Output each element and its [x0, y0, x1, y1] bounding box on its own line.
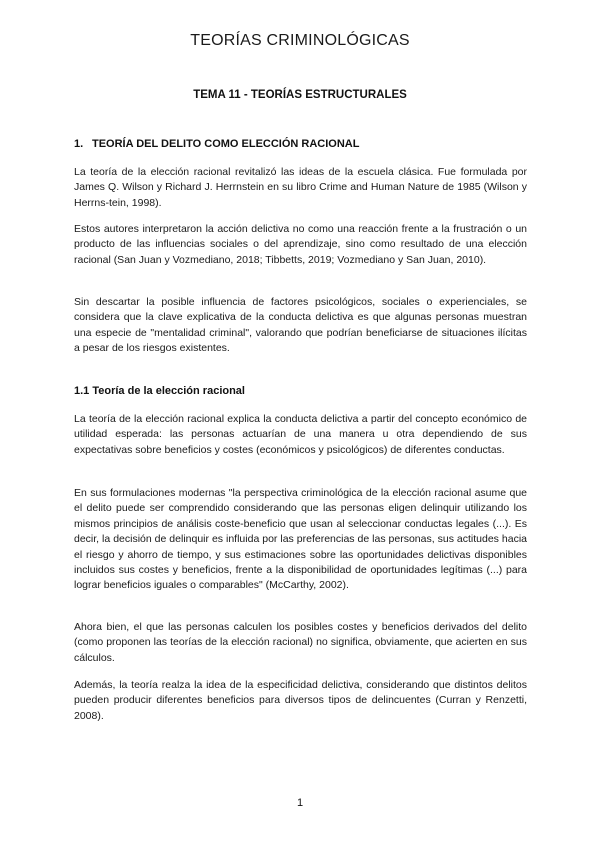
- section-title: TEORÍA DEL DELITO COMO ELECCIÓN RACIONAL: [92, 138, 360, 150]
- document-title: TEORÍAS CRIMINOLÓGICAS: [190, 32, 410, 49]
- paragraph-intro-3: Sin descartar la posible influencia de factores psicológicos, sociales o experienciales, se considera que la clave explicativa de la conducta delictiva es que algunas personas muestran una especie de "mentalidad criminal", valorando que podrían beneficiarse de situaciones ilícitas a pesar de los riesgos existentes.: [74, 296, 527, 355]
- page-number: 1: [296, 797, 304, 809]
- paragraph-sub-1: La teoría de la elección racional explica la conducta delictiva a partir del concepto económico de utilidad esperada: las personas actuarían de una manera u otra dependiendo de sus expectativas sobre beneficios y costes (económicos y psicológicos) de diferentes conductas.: [74, 413, 527, 456]
- paragraph-intro-1: La teoría de la elección racional revitalizó las ideas de la escuela clásica. Fue formulada por James Q. Wilson y Richard J. Herrnstein en su libro Crime and Human Nature de 1985 (Wilson y Herrns-tein, 1998).: [74, 166, 527, 209]
- tema-heading: TEMA 11 - TEORÍAS ESTRUCTURALES: [193, 89, 407, 101]
- section-number: 1.: [74, 138, 84, 150]
- paragraph-sub-4: Además, la teoría realza la idea de la especificidad delictiva, considerando que distintos delitos pueden producir diferentes beneficios para diversos tipos de delincuentes (Curran y Renzetti, 2008).: [74, 679, 527, 722]
- paragraph-sub-3: Ahora bien, el que las personas calculen los posibles costes y beneficios derivados del delito (como proponen las teorías de la elección racional) no significa, obviamente, que acierten en sus cálculos.: [74, 621, 527, 664]
- paragraph-intro-2: Estos autores interpretaron la acción delictiva no como una reacción frente a la frustración o un producto de las influencias sociales o del aprendizaje, sino como resultado de una elección racional (San Juan y Vozmediano, 2018; Tibbetts, 2019; Vozmediano y San Juan, 2010).: [74, 223, 527, 266]
- section-heading: [74, 138, 359, 150]
- paragraph-sub-2: En sus formulaciones modernas "la perspectiva criminológica de la elección racional asume que el delito puede ser comprendido considerando que las personas eligen delinquir utilizando los mismos principios de análisis coste-beneficio que usan al seleccionar conductas legales (...). Es decir, la decisión de delinquir es influida por las preferencias de las personas, sus actitudes hacia el riesgo y ahorro de tiempo, y sus estimaciones sobre las oportunidades delictivas disponibles incluidos sus costes y beneficios, frente a la disponibilidad de oportunidades legítimas (...) para lograr beneficios iguales o comparables" (McCarthy, 2002).: [74, 487, 527, 592]
- subsection-heading: 1.1 Teoría de la elección racional: [74, 385, 245, 397]
